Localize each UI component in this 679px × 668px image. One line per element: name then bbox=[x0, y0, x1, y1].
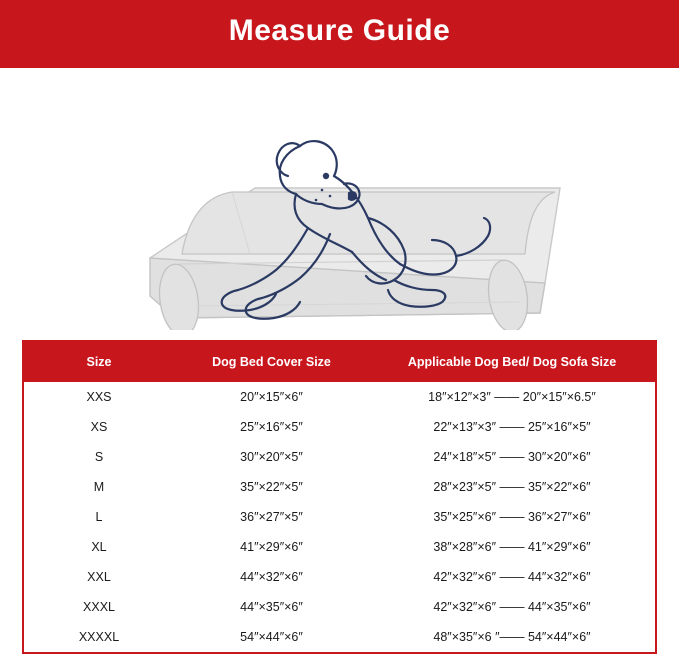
cell-size: XL bbox=[91, 540, 107, 554]
cell-cover-size: 54″×44″×6″ bbox=[240, 630, 303, 644]
cell-applicable-size: 18″×12″×3″ —— 20″×15″×6.5″ bbox=[428, 390, 596, 404]
table-row bbox=[24, 622, 655, 652]
table-row bbox=[24, 382, 655, 412]
cell-size: S bbox=[94, 450, 104, 464]
cell-size: XXXXL bbox=[78, 630, 120, 644]
cell-applicable-size: 42″×32″×6″ —— 44″×35″×6″ bbox=[433, 600, 591, 614]
table-row bbox=[24, 412, 655, 442]
table-row bbox=[24, 592, 655, 622]
table-body bbox=[24, 382, 655, 652]
cell-applicable-size: 28″×23″×5″ —— 35″×22″×6″ bbox=[433, 480, 591, 494]
cell-applicable-size: 38″×28″×6″ —— 41″×29″×6″ bbox=[433, 540, 591, 554]
illustration-area bbox=[0, 68, 679, 330]
cell-cover-size: 44″×35″×6″ bbox=[240, 600, 303, 614]
column-header-cover-size: Dog Bed Cover Size bbox=[174, 342, 369, 382]
cell-cover-size: 41″×29″×6″ bbox=[240, 540, 303, 554]
column-header-size: Size bbox=[24, 342, 174, 382]
column-header-applicable-size: Applicable Dog Bed/ Dog Sofa Size bbox=[369, 342, 655, 382]
table-row bbox=[24, 472, 655, 502]
cell-cover-size: 25″×16″×5″ bbox=[240, 420, 303, 434]
table-row bbox=[24, 502, 655, 532]
table-row bbox=[24, 532, 655, 562]
cell-applicable-size: 24″×18″×5″ —— 30″×20″×6″ bbox=[433, 450, 591, 464]
cell-cover-size: 20″×15″×6″ bbox=[240, 390, 303, 404]
cell-size: XXXL bbox=[83, 600, 115, 614]
cell-size: XXL bbox=[87, 570, 111, 584]
size-table bbox=[24, 342, 655, 652]
cell-cover-size: 30″×20″×5″ bbox=[240, 450, 303, 464]
cell-size: L bbox=[95, 510, 103, 524]
cell-cover-size: 44″×32″×6″ bbox=[240, 570, 303, 584]
size-chart bbox=[22, 340, 657, 654]
table-header-row bbox=[24, 342, 655, 382]
page-title: Measure Guide bbox=[228, 14, 451, 47]
cell-size: XS bbox=[90, 420, 108, 434]
cell-applicable-size: 42″×32″×6″ —— 44″×32″×6″ bbox=[433, 570, 591, 584]
cell-applicable-size: 48″×35″×6 ″—— 54″×44″×6″ bbox=[433, 630, 591, 644]
cell-size: M bbox=[93, 480, 105, 494]
dog-on-bed-illustration bbox=[0, 68, 679, 330]
cell-size: XXS bbox=[86, 390, 112, 404]
cell-applicable-size: 35″×25″×6″ —— 36″×27″×6″ bbox=[433, 510, 591, 524]
cell-applicable-size: 22″×13″×3″ —— 25″×16″×5″ bbox=[433, 420, 591, 434]
table-header bbox=[24, 342, 655, 382]
cell-cover-size: 36″×27″×5″ bbox=[240, 510, 303, 524]
cell-cover-size: 35″×22″×5″ bbox=[240, 480, 303, 494]
table-row bbox=[24, 442, 655, 472]
dog-bed-shape bbox=[150, 188, 560, 330]
table-row bbox=[24, 562, 655, 592]
